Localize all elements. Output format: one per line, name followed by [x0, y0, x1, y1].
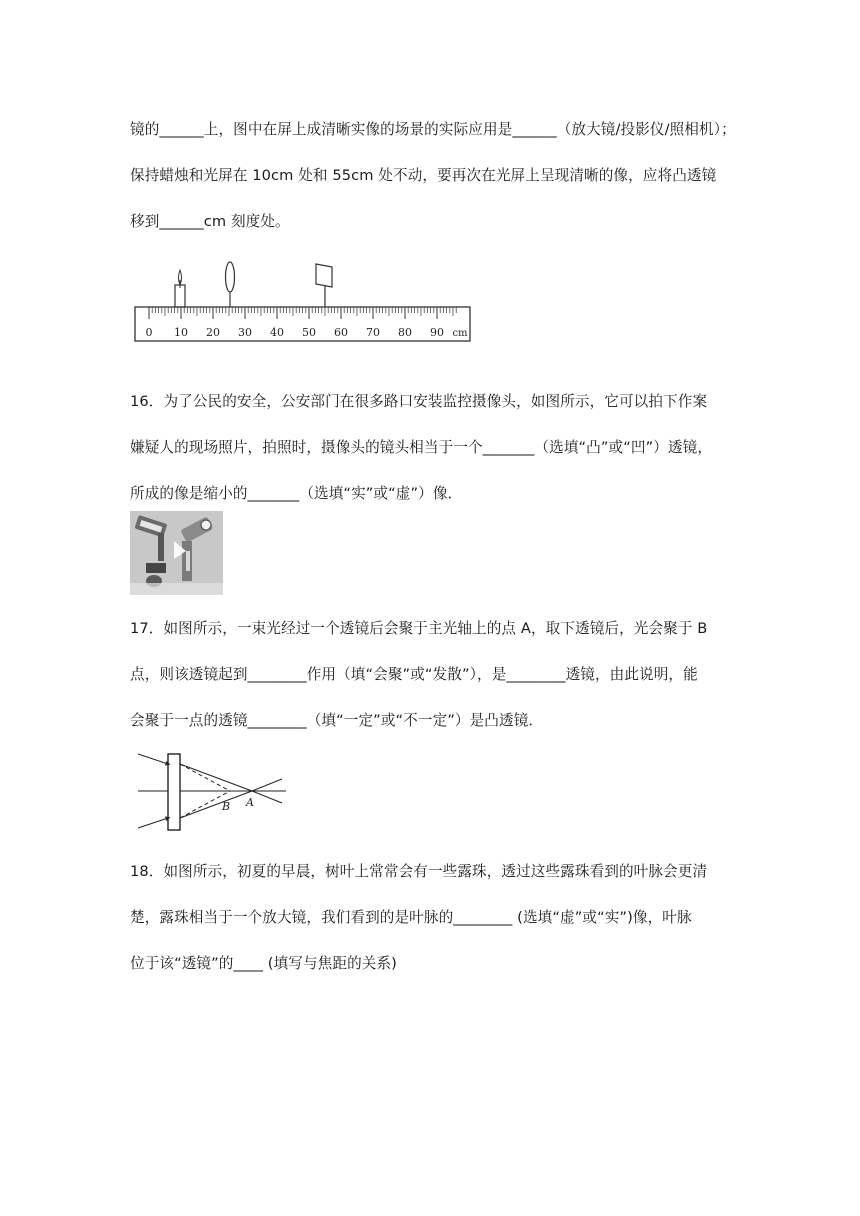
- ruler-label-80: 80: [398, 326, 412, 339]
- ruler-label-50: 50: [302, 326, 316, 339]
- q18-line-2: 楚，露珠相当于一个放大镜，我们看到的是叶脉的________ (选填“虚”或“实”)像，叶脉: [130, 909, 692, 926]
- point-a-label: A: [246, 796, 254, 809]
- lens-ray-diagram: [130, 748, 290, 834]
- point-b-label: B: [222, 800, 231, 813]
- ruler-label-10: 10: [174, 326, 188, 339]
- q16-line-1: 16．为了公民的安全，公安部门在很多路口安装监控摄像头，如图所示，它可以拍下作案: [130, 393, 708, 410]
- lens-shape: [168, 754, 180, 830]
- q18-line-1: 18．如图所示，初夏的早晨，树叶上常常会有一些露珠，透过这些露珠看到的叶脉会更清: [130, 863, 708, 880]
- surveillance-camera-photo: [130, 511, 223, 595]
- ruler-label-60: 60: [334, 326, 348, 339]
- candle-icon: [175, 270, 185, 307]
- q17-line-3: 会聚于一点的透镜________（填“一定”或“不一定”）是凸透镜．: [130, 712, 544, 729]
- ruler-ticks: [149, 307, 456, 319]
- q17-line-2: 点，则该透镜起到________作用（填“会聚”或“发散”），是________透镜，由此说明，能: [130, 666, 698, 683]
- ruler-label-0: 0: [145, 326, 153, 339]
- ruler-label-90: 90: [430, 326, 444, 339]
- optical-bench-figure: [130, 258, 475, 344]
- ruler-label-30: 30: [238, 326, 252, 339]
- ruler-label-70: 70: [366, 326, 380, 339]
- q18-line-3: 位于该“透镜”的____ (填写与焦距的关系): [130, 955, 397, 972]
- convex-lens-icon: [226, 262, 235, 307]
- ruler-label-20: 20: [206, 326, 220, 339]
- q15-line-1: 镜的______上，图中在屏上成清晰实像的场景的实际应用是______（放大镜/投影仪/照相机）；: [130, 121, 736, 138]
- q16-line-2: 嫌疑人的现场照片，拍照时，摄像头的镜头相当于一个_______（选填“凸”或“凹”）透镜，: [130, 439, 713, 456]
- q15-line-3: 移到______cm 刻度处。: [130, 213, 290, 230]
- q17-line-1: 17．如图所示，一束光经过一个透镜后会聚于主光轴上的点 A，取下透镜后，光会聚于 B: [130, 620, 708, 637]
- ruler-unit: cm: [452, 328, 468, 339]
- ruler-label-40: 40: [270, 326, 284, 339]
- screen-icon: [316, 264, 332, 307]
- q15-line-2: 保持蜡烛和光屏在 10cm 处和 55cm 处不动，要再次在光屏上呈现清晰的像，应将凸透镜: [130, 167, 717, 184]
- q16-line-3: 所成的像是缩小的_______（选填“实”或“虚”）像．: [130, 485, 463, 502]
- ruler-labels: [146, 326, 469, 339]
